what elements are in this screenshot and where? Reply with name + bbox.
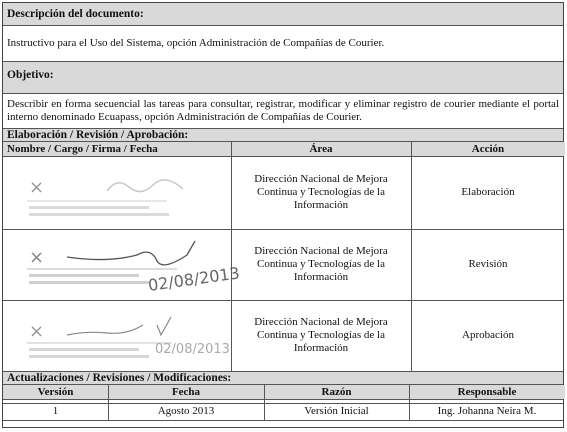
signature-image (7, 163, 227, 223)
signature-date: 02/08/2013 (146, 263, 241, 295)
divider (409, 385, 410, 420)
divider (231, 142, 232, 371)
divider (108, 385, 109, 420)
divider (411, 142, 412, 371)
row-accion: Aprobación (462, 329, 514, 341)
responsable-cell: Ing. Johanna Neira M. (437, 405, 537, 417)
document-control-table (2, 2, 564, 428)
signature-image (7, 305, 230, 367)
descripcion-text: Instructivo para el Uso del Sistema, opción Administración de Compañías de Courier. (7, 37, 385, 49)
row-area: Dirección Nacional de Mejora Continua y Tecnologías de la Información (254, 173, 388, 211)
column-header-area: Área (231, 142, 411, 156)
row-area: Dirección Nacional de Mejora Continua y Tecnologías de la Información (254, 245, 388, 283)
row-accion: Revisión (468, 258, 508, 270)
signature-date: 02/08/2013 (155, 342, 230, 357)
column-header-accion: Acción (411, 142, 565, 156)
descripcion-heading: Descripción del documento: (3, 3, 563, 26)
version-cell: 1 (52, 405, 59, 417)
svg-text:×: × (29, 321, 45, 342)
row-accion: Elaboración (461, 186, 515, 198)
svg-text:×: × (29, 247, 45, 268)
signature-image (7, 233, 241, 299)
column-header-fecha: Fecha (108, 385, 264, 399)
svg-text:×: × (29, 177, 45, 198)
elaboracion-heading: Elaboración / Revisión / Aprobación: (3, 128, 563, 142)
divider (264, 385, 265, 420)
column-header-nombre: Nombre / Cargo / Firma / Fecha (3, 142, 231, 156)
divider (3, 399, 563, 400)
fecha-cell: Agosto 2013 (157, 405, 215, 417)
actualizaciones-heading: Actualizaciones / Revisiones / Modificaciones: (3, 371, 563, 385)
objetivo-heading: Objetivo: (3, 62, 563, 94)
column-header-razon: Razón (264, 385, 409, 399)
column-header-version: Versión (3, 385, 108, 399)
column-header-responsable: Responsable (409, 385, 565, 399)
objetivo-text: Describir en forma secuencial las tareas para consultar, registrar, modificar y eliminar registro de courier mediante el portal interno denominado Ecuapass, opción Administración de Compañías de Courier. (7, 98, 559, 123)
row-area: Dirección Nacional de Mejora Continua y Tecnologías de la Información (254, 316, 388, 354)
razon-cell: Versión Inicial (304, 405, 369, 417)
divider (3, 420, 563, 421)
